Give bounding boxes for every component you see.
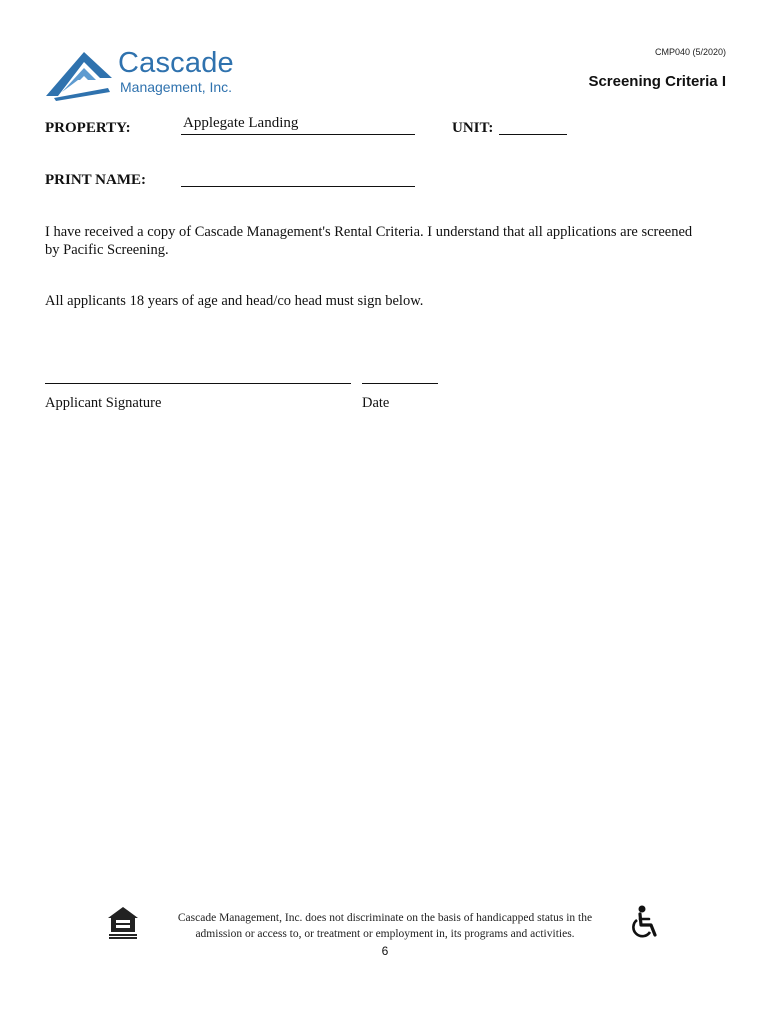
unit-field-line[interactable] — [499, 134, 567, 135]
non-discrimination-notice — [150, 910, 620, 942]
equal-housing-icon — [106, 905, 140, 941]
print-name-label: PRINT NAME: — [45, 172, 146, 188]
date-line[interactable] — [362, 383, 438, 384]
acknowledgement-line-1: I have received a copy of Cascade Management's Rental Criteria. I understand that all applications are screened — [45, 224, 693, 240]
print-name-field-line[interactable] — [181, 186, 415, 187]
date-label: Date — [362, 395, 390, 411]
page-title: Screening Criteria I — [588, 73, 726, 90]
form-code: CMP040 (5/2020) — [654, 47, 726, 57]
notice-line-1: Cascade Management, Inc. does not discriminate on the basis of handicapped status in the — [177, 912, 593, 924]
applicant-signature-label: Applicant Signature — [45, 395, 162, 411]
wheelchair-icon — [628, 905, 662, 941]
signing-instruction: All applicants 18 years of age and head/co head must sign below. — [45, 293, 424, 309]
property-field-line[interactable] — [181, 134, 415, 135]
page-number: 6 — [381, 944, 389, 958]
unit-label: UNIT: — [452, 120, 494, 136]
company-subtitle: Management, Inc. — [120, 79, 233, 95]
property-value: Applegate Landing — [183, 115, 299, 131]
company-name: Cascade — [118, 47, 234, 79]
property-label: PROPERTY: — [45, 120, 131, 136]
acknowledgement-line-2: by Pacific Screening. — [45, 242, 169, 258]
applicant-signature-line[interactable] — [45, 383, 351, 384]
notice-line-2: admission or access to, or treatment or employment in, its programs and activities. — [195, 928, 575, 940]
